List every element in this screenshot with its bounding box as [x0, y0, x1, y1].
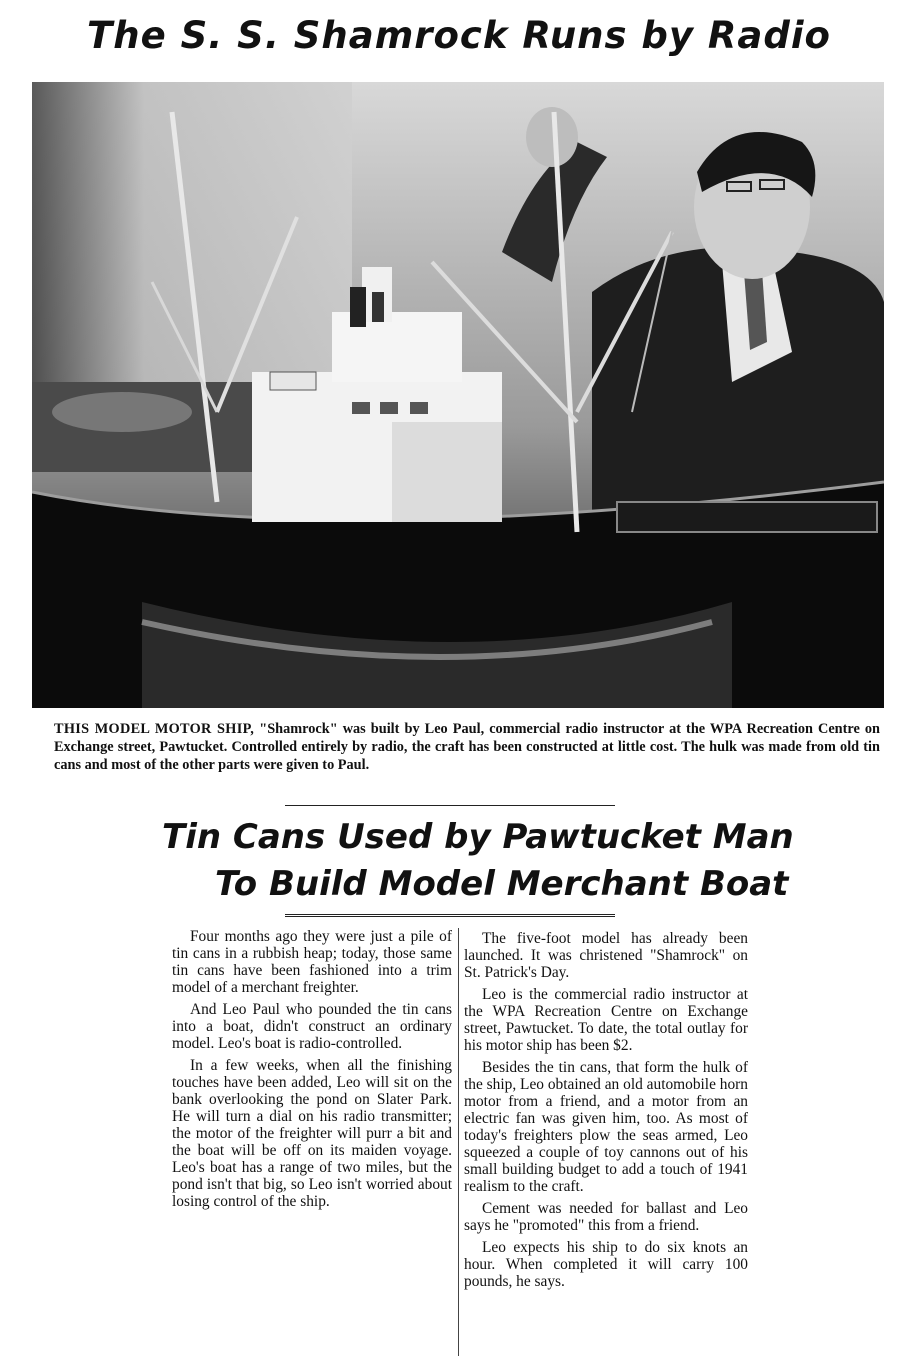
divider-rule [285, 805, 615, 806]
paragraph: Leo expects his ship to do six knots an hour. When completed it will carry 100 pounds, he says. [464, 1239, 748, 1290]
paragraph: Leo is the commercial radio instructor at the WPA Recreation Centre on Exchange street, Pawtucket. To date, the total outlay for his motor ship has been $2. [464, 986, 748, 1054]
paragraph: The five-foot model has already been launched. It was christened "Shamrock" on St. Patrick's Day. [464, 930, 748, 981]
article-column-left [172, 928, 452, 1215]
caption-text: "Shamrock" was built by Leo Paul, commercial radio instructor at the WPA Recreation Centre on Exchange street, Pawtucket. Controlled entirely by radio, the craft has been constructed at little cost. The hulk was made from old tin cans and most of the other parts were given to Paul. [54, 721, 880, 773]
article-column-right [464, 930, 748, 1295]
article-headline-line1: Tin Cans Used by Pawtucket Man [162, 817, 794, 857]
ship-model-photo [32, 82, 884, 708]
column-divider [458, 928, 459, 1356]
paragraph: Cement was needed for ballast and Leo says he "promoted" this from a friend. [464, 1200, 748, 1234]
caption-lead: THIS MODEL MOTOR SHIP, [54, 721, 255, 737]
paragraph: Besides the tin cans, that form the hulk of the ship, Leo obtained an old automobile horn motor from a friend, and a motor from an electric fan was given him, too. As most of today's freighters plow the seas armed, Leo squeezed a couple of toy cannons out of his small building budget to add a touch of 1941 realism to the craft. [464, 1059, 748, 1195]
article-headline-line2: To Build Model Merchant Boat [215, 864, 789, 904]
paragraph: In a few weeks, when all the finishing touches have been added, Leo will sit on the bank overlooking the pond on Slater Park. He will turn a dial on his radio transmitter; the motor of the freighter will purr a bit and the boat will be off on its maiden voyage. Leo's boat has a range of two miles, but the pond isn't that big, so Leo isn't worried about losing control of the ship. [172, 1057, 452, 1210]
paragraph: And Leo Paul who pounded the tin cans into a boat, didn't construct an ordinary model. Leo's boat is radio-controlled. [172, 1001, 452, 1052]
paragraph: Four months ago they were just a pile of tin cans in a rubbish heap; today, those same tin cans have been fashioned into a trim model of a merchant freighter. [172, 928, 452, 996]
page-headline: The S. S. Shamrock Runs by Radio [87, 14, 831, 57]
photo-caption [54, 720, 880, 774]
headline-underline-rule [285, 914, 615, 917]
